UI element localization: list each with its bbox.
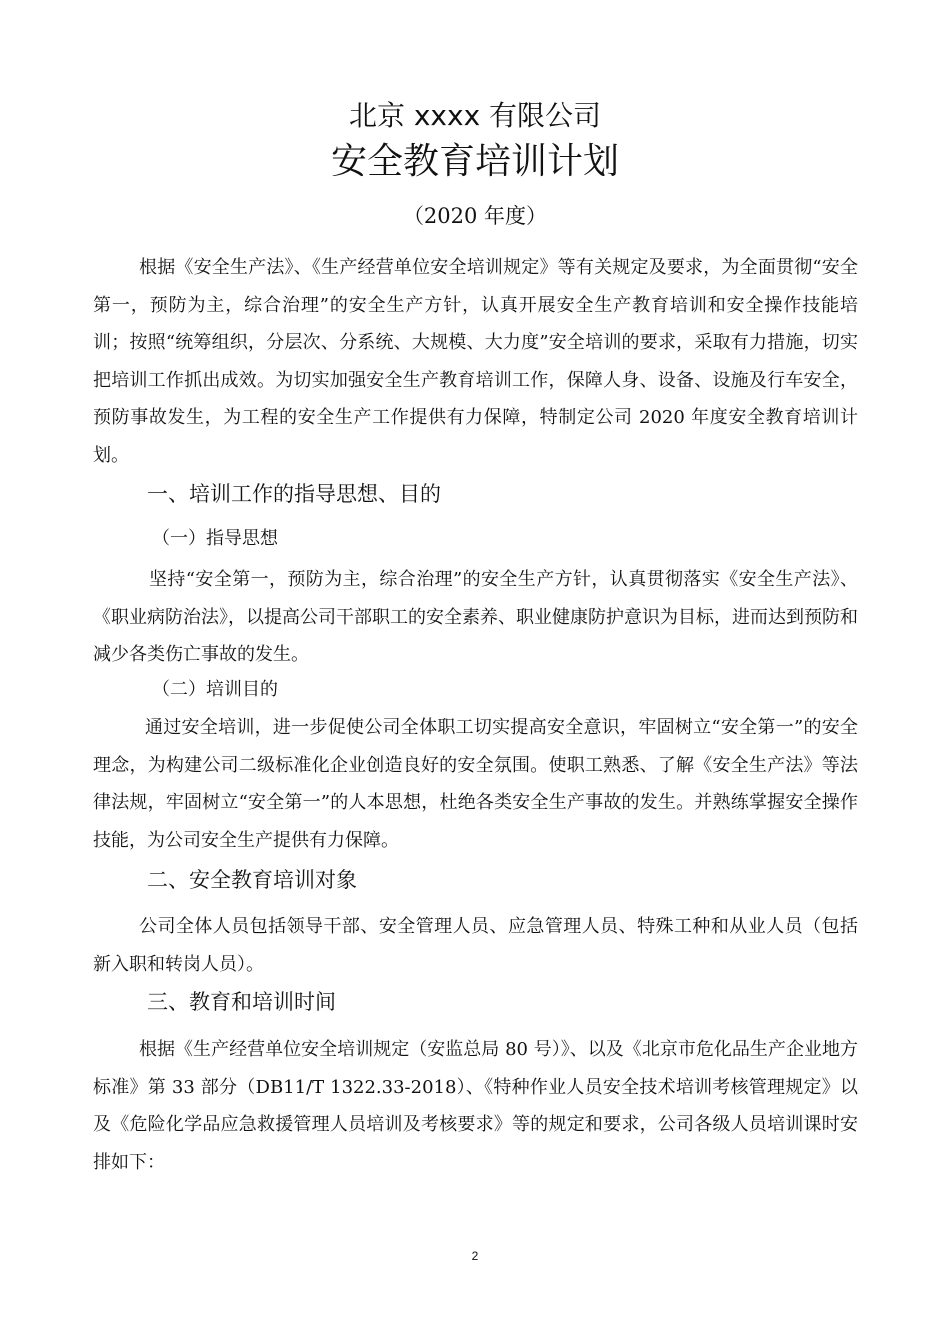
section1-heading: 一、培训工作的指导思想、目的 — [147, 482, 441, 506]
section1-sub1-text: 坚持“安全第一，预防为主，综合治理”的安全生产方针，认真贯彻落实《安全生产法》、《职业病防治法》，以提高公司干部职工的安全素养、职业健康防护意识为目标，进而达到预防和减少各类伤亡事故的发生。 — [93, 569, 858, 666]
section1-sub2-heading: （二）培训目的 — [152, 679, 278, 700]
section3-heading: 三、教育和培训时间 — [147, 990, 336, 1014]
intro-paragraph: 根据《安全生产法》、《生产经营单位安全培训规定》等有关规定及要求，为全面贯彻“安全第一，预防为主，综合治理”的安全生产方针，认真开展安全生产教育培训和安全操作技能培训；按照“统筹组织，分层次、分系统、大规模、大力度”安全培训的要求，采取有力措施，切实把培训工作抓出成效。为切实加强安全生产教育培训工作，保障人身、设备、设施及行车安全，预防事故发生，为工程的安全生产工作提供有力保障，特制定公司 2020 年度安全教育培训计划。 — [93, 257, 858, 466]
page-number: 2 — [471, 1249, 479, 1263]
section1-sub2-text: 通过安全培训，进一步促使公司全体职工切实提高安全意识，牢固树立“安全第一”的安全理念，为构建公司二级标准化企业创造良好的安全氛围。使职工熟悉、了解《安全生产法》等法律法规，牢固树立“安全第一”的人本思想，杜绝各类安全生产事故的发生。并熟练掌握安全操作技能，为公司安全生产提供有力保障。 — [93, 717, 858, 851]
document-year: （2020 年度） — [402, 204, 548, 228]
company-title: 北京 xxxx 有限公司 — [348, 99, 602, 132]
section2-text: 公司全体人员包括领导干部、安全管理人员、应急管理人员、特殊工种和从业人员（包括新入职和转岗人员）。 — [93, 916, 858, 975]
section2-heading: 二、安全教育培训对象 — [147, 868, 357, 892]
section1-sub1-heading: （一）指导思想 — [152, 528, 278, 549]
section3-text: 根据《生产经营单位安全培训规定（安监总局 80 号）》、以及《北京市危化品生产企业地方标准》第 33 部分（DB11/T 1322.33-2018）、《特种作业人员安全技术培训考核管理规定》以及《危险化学品应急救援管理人员培训及考核要求》等的规定和要求，公司各级人员培训课时安排如下： — [93, 1039, 858, 1173]
document-title: 安全教育培训计划 — [330, 141, 619, 182]
